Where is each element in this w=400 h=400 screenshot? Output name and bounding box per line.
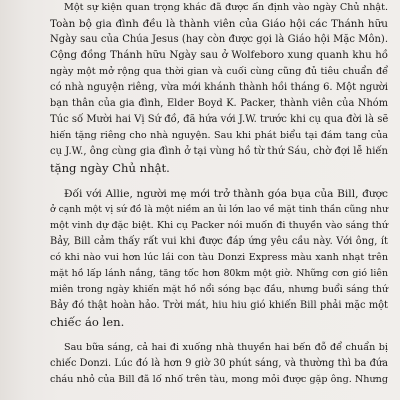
text-line: bạn thân của gia đình, Elder Boyd K. Packer, thành viên của Nhóm <box>50 98 388 109</box>
text-line: Cộng đồng Thánh hữu Ngày sau ở Wolfeboro xung quanh khu hồ <box>50 50 388 61</box>
text-line: có nhà nguyện riêng, vừa mới khánh thành hồi tháng 6. Một người <box>50 82 388 93</box>
text-line: ở cạnh một vị sứ đồ là một niềm an ủi lớn lao về mặt tinh thần cũng như <box>50 204 388 215</box>
text-line: hiến tặng riêng cho nhà nguyện. Sau khi phát biểu tại đám tang của <box>50 130 388 141</box>
text-line: Ngày sau của Chúa Jesus (hay còn được gọi là Giáo hội Mặc Môn). <box>50 34 388 45</box>
text-line: tặng ngày Chủ nhật. <box>50 161 170 175</box>
text-line: cụ J.W., ông cùng gia đình ở tại vùng hồ từ thứ Sáu, chờ đợi lễ hiến <box>50 146 388 157</box>
text-line: Bảy, Bill cảm thấy rất vui khi được đáp ứng yêu cầu này. Với ông, ít <box>50 236 388 247</box>
text-line: chiếc Donzi. Lúc đó là hơn 9 giờ 30 phút sáng, và thường thì ba đứa <box>50 358 388 369</box>
text-line: Túc số Mười hai Vị Sứ đồ, đã hứa với J.W. trước khi cụ qua đời là sẽ <box>50 114 389 125</box>
text-line: Toàn bộ gia đình đều là thành viên của Giáo hội các Thánh hữu <box>50 18 388 30</box>
text-line: Bảy đó thật hoàn hảo. Trời mát, hiu hiu gió khiến Bill phải mặc một <box>50 300 388 311</box>
text-line: Một sự kiện quan trọng khác đã được ấn định vào ngày Chủ nhật. <box>64 2 388 13</box>
text-line: một vinh dự đặc biệt. Khi cụ Packer nói muốn đi thuyền vào sáng thứ <box>50 220 388 231</box>
text-line: miên trong ngày khiến mặt hồ nổi sóng bạc đầu, nhưng buổi sáng thứ <box>50 284 388 295</box>
text-line: có khi nào vui hơn lúc lái con tàu Donzi Express màu xanh nhạt trên <box>50 252 388 263</box>
text-line: mặt hồ lấp lánh nắng, tăng tốc hơn 80km một giờ. Những cơn gió liên <box>50 268 388 279</box>
text-line: ngày một mở rộng qua thời gian và cuối cùng cũng đủ tiêu chuẩn để <box>50 66 388 77</box>
text-line: cháu nhỏ của Bill đã lố nhố trên tàu, mong mỏi được gặp ông. Nhưng <box>50 374 388 385</box>
text-line: Sau bữa sáng, cả hai đi xuống nhà thuyền hai bến đỗ để chuẩn bị <box>64 342 388 353</box>
text-line: chiếc áo len. <box>50 315 125 329</box>
text-line: Đối với Allie, người mẹ mới trở thành góa bụa của Bill, được <box>64 188 388 200</box>
